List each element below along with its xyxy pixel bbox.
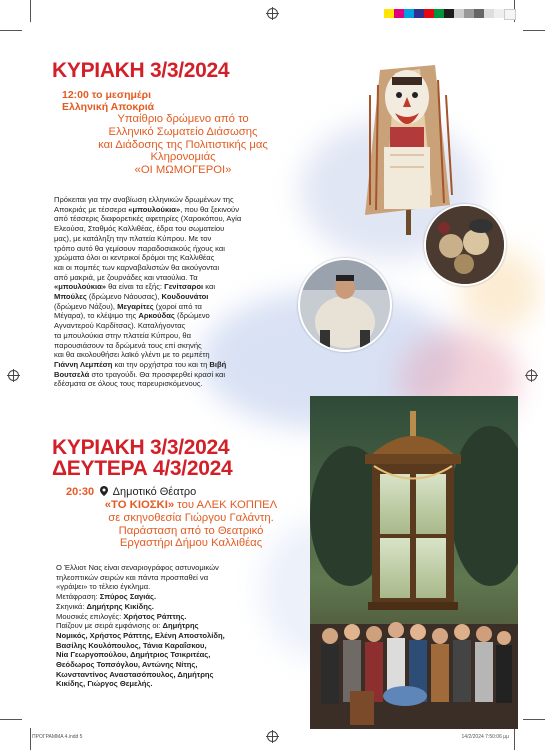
bells-costume-photo (424, 204, 506, 286)
body-text: Ελεούσα, Σταθμός Καλλιθέας, έδρα του σωματείου (54, 224, 225, 234)
bold-text: Γενίτσαροι (164, 282, 204, 292)
event-line: και Διάδοσης της Πολιτιστικής μας (98, 138, 268, 151)
event-line: Ελληνικό Σωματείο Διάσωσης (108, 125, 258, 138)
event-title-block (66, 499, 316, 550)
body-text: (δρώμενο Νάξου), (54, 301, 118, 311)
event-subtitle: Ελληνική Αποκριά (62, 101, 155, 113)
body-line (56, 602, 306, 612)
event-line: Κληρονομιάς (150, 151, 216, 164)
event-date: ΚΥΡΙΑΚΗ 3/3/2024 (52, 59, 230, 82)
body-text: από μακριά, με ζουρνάδες και νταούλια. Τα (54, 272, 198, 282)
body-line (54, 195, 304, 205)
body-line (54, 205, 304, 215)
body-text: και θα ακολουθήσει λαϊκό γλέντι με το ρεμπέτη (54, 350, 210, 360)
map-pin-icon (100, 486, 108, 496)
event-description (58, 113, 308, 177)
event-time: 12:00 το μεσημέρι (62, 89, 152, 101)
body-line (54, 273, 304, 283)
body-text: και οι πομπές των καρναβαλιστών θα ακούγονται (54, 262, 220, 272)
body-text: (χοροί από τα (153, 301, 202, 311)
play-author: του ΑΛΕΚ ΚΟΠΠΕΛ (174, 499, 278, 511)
event-body-text (56, 563, 306, 689)
body-line (54, 292, 304, 302)
body-text: Μουσικές επιλογές: (56, 611, 124, 621)
body-line (54, 282, 304, 292)
body-text: από τέσσερις διαφορετικές αφετηρίες (Χαροκόπου, Αγία (54, 214, 242, 224)
bold-text: Γιάννη Λεμπέση (54, 359, 113, 369)
body-line (54, 263, 304, 273)
bold-text: Κωνσταντίνος Αναστασόπουλος, Δημήτρης (56, 669, 214, 679)
body-line (54, 234, 304, 244)
bold-text: Βιβή (209, 359, 227, 369)
fur-costume-photo (298, 258, 392, 352)
body-line (54, 370, 304, 380)
body-line (56, 612, 306, 622)
body-line (56, 563, 306, 573)
bold-text: Νομικός, Χρήστος Ράπτης, Ελένη Αποστολίδη, (56, 630, 225, 640)
body-line (56, 592, 306, 602)
bold-text: Βασίλης Κουλόπουλος, Τάνια Καραΐσκου, (56, 640, 207, 650)
bold-text: Σπύρος Σαγιάς. (99, 592, 157, 602)
body-text: στο τραγούδι. Θα προσφερθεί κρασί και (89, 369, 226, 379)
event-time-venue (66, 486, 196, 499)
event-line: «ΟΙ ΜΩΜΟΓΕΡΟΙ» (134, 164, 232, 177)
bold-text: Κουδουνάτοι (161, 292, 209, 302)
body-text: μας), με κατάληξη την πλατεία Κύπρου. Με τον (54, 233, 212, 243)
bold-text: «μπουλούκια» (54, 282, 106, 292)
body-line (56, 660, 306, 670)
body-line (56, 650, 306, 660)
event-time: 20:30 (66, 486, 95, 498)
body-text: θα είναι τα εξής: (105, 282, 165, 292)
body-text: χρώματα όλοι οι κεντρικοί δρόμοι της Καλλιθέας (54, 253, 215, 263)
body-text: Σκηνικά: (56, 601, 87, 611)
bold-text: Θεόδωρος Τοπσόγλου, Αντώνης Νίτης, (56, 660, 198, 670)
body-line (54, 360, 304, 370)
bold-text: Χρήστος Ράπτης. (123, 611, 187, 621)
bold-text: «μπουλούκια» (128, 204, 181, 214)
bold-text: Κικίδης, Γιώργος Θεμελής. (56, 679, 153, 689)
body-text: παρουσιάσουν τα δρώμενά τους επί σκηνής (54, 340, 202, 350)
body-text: τα μπουλούκια στην πλατεία Κύπρου, θα (54, 330, 192, 340)
body-line (54, 341, 304, 351)
body-text: , που θα ξεκινούν (180, 204, 239, 214)
bold-text: Βουτσελά (54, 369, 90, 379)
body-line (54, 311, 304, 321)
body-text: Μέγαρα), το κλέψιμο της (54, 311, 139, 321)
body-line (54, 302, 304, 312)
body-line (54, 244, 304, 254)
body-line (56, 631, 306, 641)
body-line (54, 253, 304, 263)
footer-file-name: ΠΡΟΓΡΑΜΜΑ 4.indd 5 (32, 734, 83, 740)
bold-text: Μπούλες (54, 292, 87, 302)
event-body-text (54, 195, 304, 389)
play-title: «ΤΟ ΚΙΟΣΚΙ» (104, 499, 175, 511)
body-line (54, 224, 304, 234)
body-text: εδέσματα σε όλους τους παρευρισκόμενους. (54, 379, 203, 389)
bold-text: Μεγαρίτες (117, 301, 154, 311)
body-text: Αποκριάς με τέσσερα (54, 204, 129, 214)
kioski-poster-photo (310, 396, 518, 729)
body-line (56, 670, 306, 680)
body-text: και (203, 282, 216, 292)
event-date-1: ΚΥΡΙΑΚΗ 3/3/2024 (52, 436, 230, 459)
body-line (54, 379, 304, 389)
body-text: Πρόκειται για την αναβίωση ελληνικών δρωμένων της (54, 195, 234, 204)
body-text: «γράψει» το τέλειο έγκλημα. (56, 582, 151, 592)
body-text: (δρώμενο (174, 311, 210, 321)
body-line (56, 679, 306, 689)
event-line: Υπαίθριο δρώμενο από το (117, 113, 249, 125)
body-line (56, 582, 306, 592)
event-line: σε σκηνοθεσία Γιώργου Γαλάντη. (108, 511, 274, 524)
bold-text: Αρκούδας (138, 311, 175, 321)
body-text: τηλεοπτικών σειρών και πάντα προσπαθεί να (56, 572, 209, 582)
body-line (56, 573, 306, 583)
event-line: Παράσταση από το Θεατρικό (118, 524, 264, 537)
body-text: (δρώμενο Νάουσας), (86, 292, 162, 302)
event-venue: Δημοτικό Θέατρο (112, 486, 197, 498)
body-line (54, 350, 304, 360)
body-line (54, 214, 304, 224)
body-line (56, 641, 306, 651)
body-line (54, 321, 304, 331)
body-text: Αγναντερού Καρδίτσας). Καταλήγοντας (54, 321, 186, 331)
body-line (56, 621, 306, 631)
footer-timestamp: 14/2/2024 7:50:06 μμ (461, 734, 509, 740)
body-text: Μετάφραση: (56, 592, 100, 602)
event-line: Εργαστήρι Δήμου Καλλιθέας (119, 537, 263, 550)
bold-text: Νία Γεωργοπούλου, Δημήτριος Τσικριτέας, (56, 650, 211, 660)
bold-text: Δημήτρης Κικίδης. (86, 601, 154, 611)
event-date-2: ΔΕΥΤΕΡΑ 4/3/2024 (52, 457, 233, 480)
body-text: Ο Έλλιοτ Νας είναι σεναριογράφος αστυνομικών (56, 563, 219, 572)
body-text: τρόπο αυτό θα γεμίσουν παραδοσιακούς ήχους και (54, 243, 225, 253)
bold-text: Δημήτρης (162, 621, 199, 631)
body-text: και την ορχήστρα του και τη (112, 359, 210, 369)
body-text: Παίζουν με σειρά εμφάνισης οι: (56, 621, 163, 631)
body-line (54, 331, 304, 341)
